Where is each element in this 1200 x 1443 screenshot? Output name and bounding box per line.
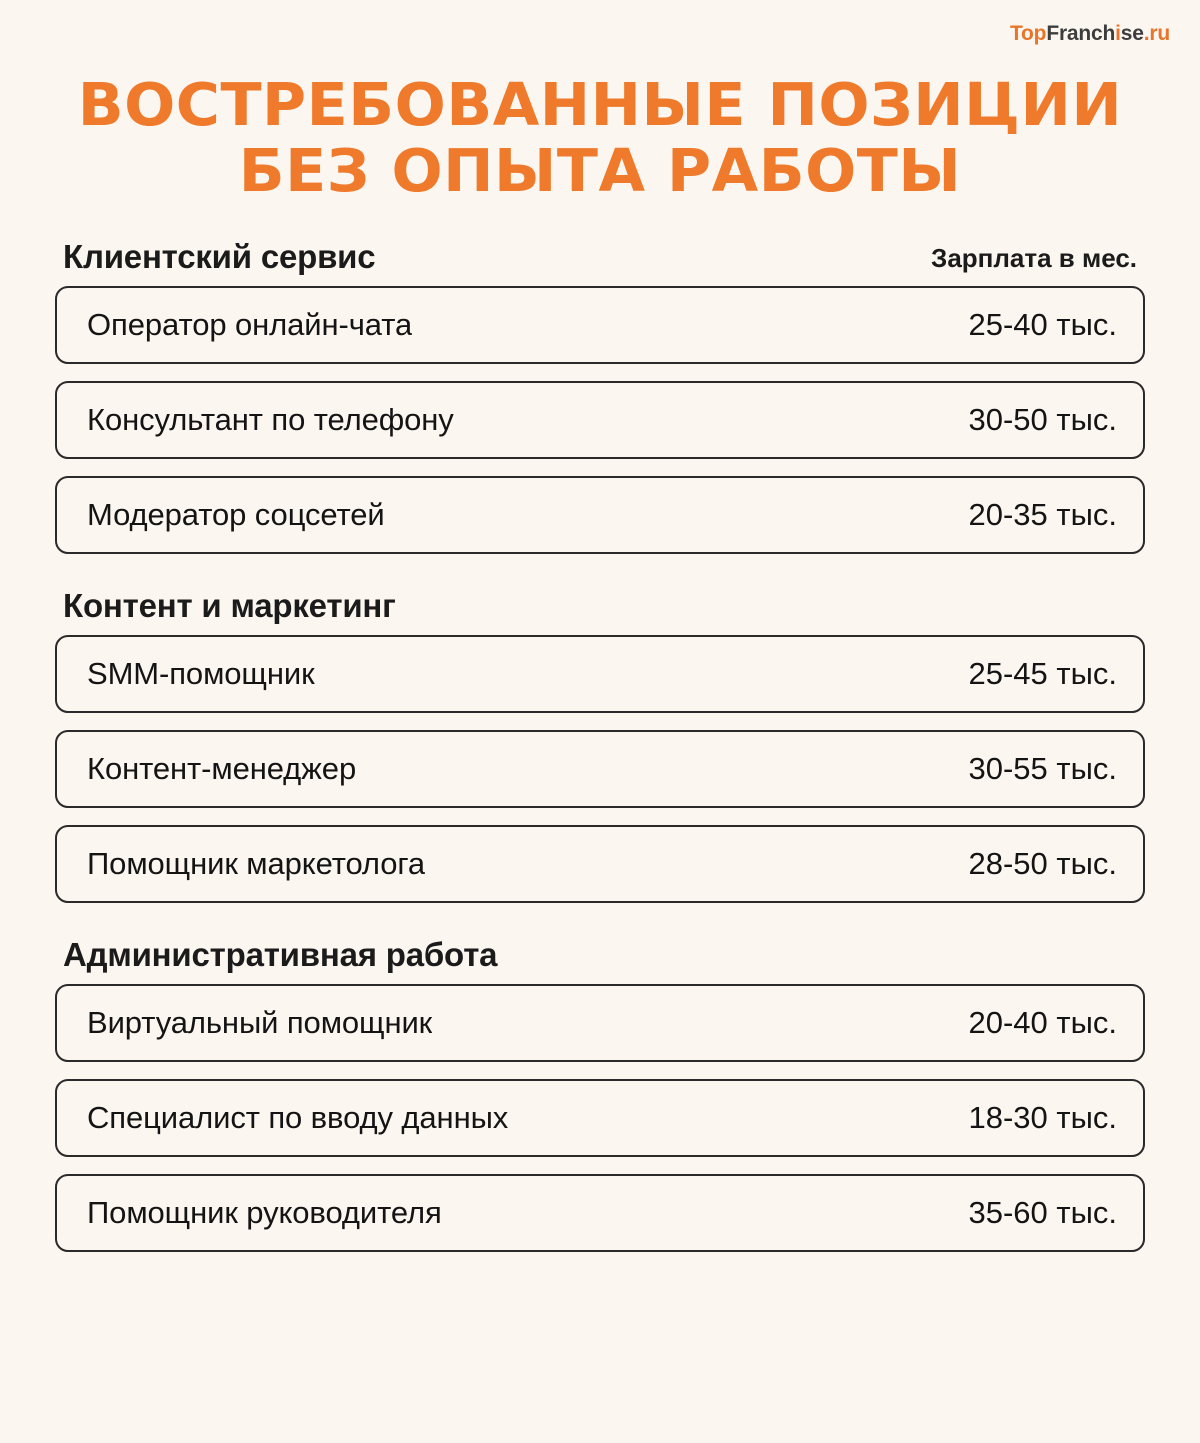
sections-container: [0, 238, 1200, 1252]
row-position: Модератор соцсетей: [87, 497, 385, 533]
salary-column-header: Зарплата в мес.: [931, 243, 1137, 274]
page-title-line-1: ВОСТРЕБОВАННЫЕ ПОЗИЦИИ: [77, 70, 1123, 139]
section-header: [55, 920, 1145, 984]
section-title: Контент и маркетинг: [63, 587, 396, 625]
row-position: Помощник руководителя: [87, 1195, 442, 1231]
section-title: Клиентский сервис: [63, 238, 376, 276]
table-row: [55, 730, 1145, 808]
row-salary: 25-45 тыс.: [968, 656, 1117, 692]
page-title-line-2: БЕЗ ОПЫТА РАБОТЫ: [238, 136, 962, 206]
table-row: [55, 1174, 1145, 1252]
logo-text-franch: Franch: [1046, 22, 1116, 45]
table-row: [55, 1079, 1145, 1157]
row-salary: 25-40 тыс.: [968, 307, 1117, 343]
row-position: Контент-менеджер: [87, 751, 357, 787]
table-row: [55, 825, 1145, 903]
page-title: [0, 0, 1200, 204]
section-title: Административная работа: [63, 936, 498, 974]
logo-text-ru: .ru: [1143, 22, 1170, 45]
logo-text-top: Top: [1009, 22, 1047, 45]
row-position: Оператор онлайн-чата: [87, 307, 413, 343]
table-row: [55, 286, 1145, 364]
row-salary: 28-50 тыс.: [968, 846, 1117, 882]
logo-text-se: se: [1120, 22, 1144, 45]
table-row: [55, 381, 1145, 459]
row-salary: 30-55 тыс.: [968, 751, 1117, 787]
row-salary: 35-60 тыс.: [968, 1195, 1117, 1231]
table-row: [55, 984, 1145, 1062]
logo-text-i: i: [1115, 22, 1121, 45]
section-header: [55, 571, 1145, 635]
section-client-service: [55, 238, 1145, 554]
row-position: Специалист по вводу данных: [87, 1100, 509, 1136]
section-content-marketing: [55, 571, 1145, 903]
table-row: [55, 635, 1145, 713]
row-salary: 18-30 тыс.: [968, 1100, 1117, 1136]
row-position: SMM-помощник: [87, 656, 315, 692]
row-position: Консультант по телефону: [87, 402, 454, 438]
row-position: Помощник маркетолога: [87, 846, 426, 882]
section-header: [55, 238, 1145, 286]
row-salary: 30-50 тыс.: [968, 402, 1117, 438]
row-salary: 20-40 тыс.: [968, 1005, 1117, 1041]
table-row: [55, 476, 1145, 554]
row-position: Виртуальный помощник: [87, 1005, 433, 1041]
row-salary: 20-35 тыс.: [968, 497, 1117, 533]
section-administrative-work: [55, 920, 1145, 1252]
